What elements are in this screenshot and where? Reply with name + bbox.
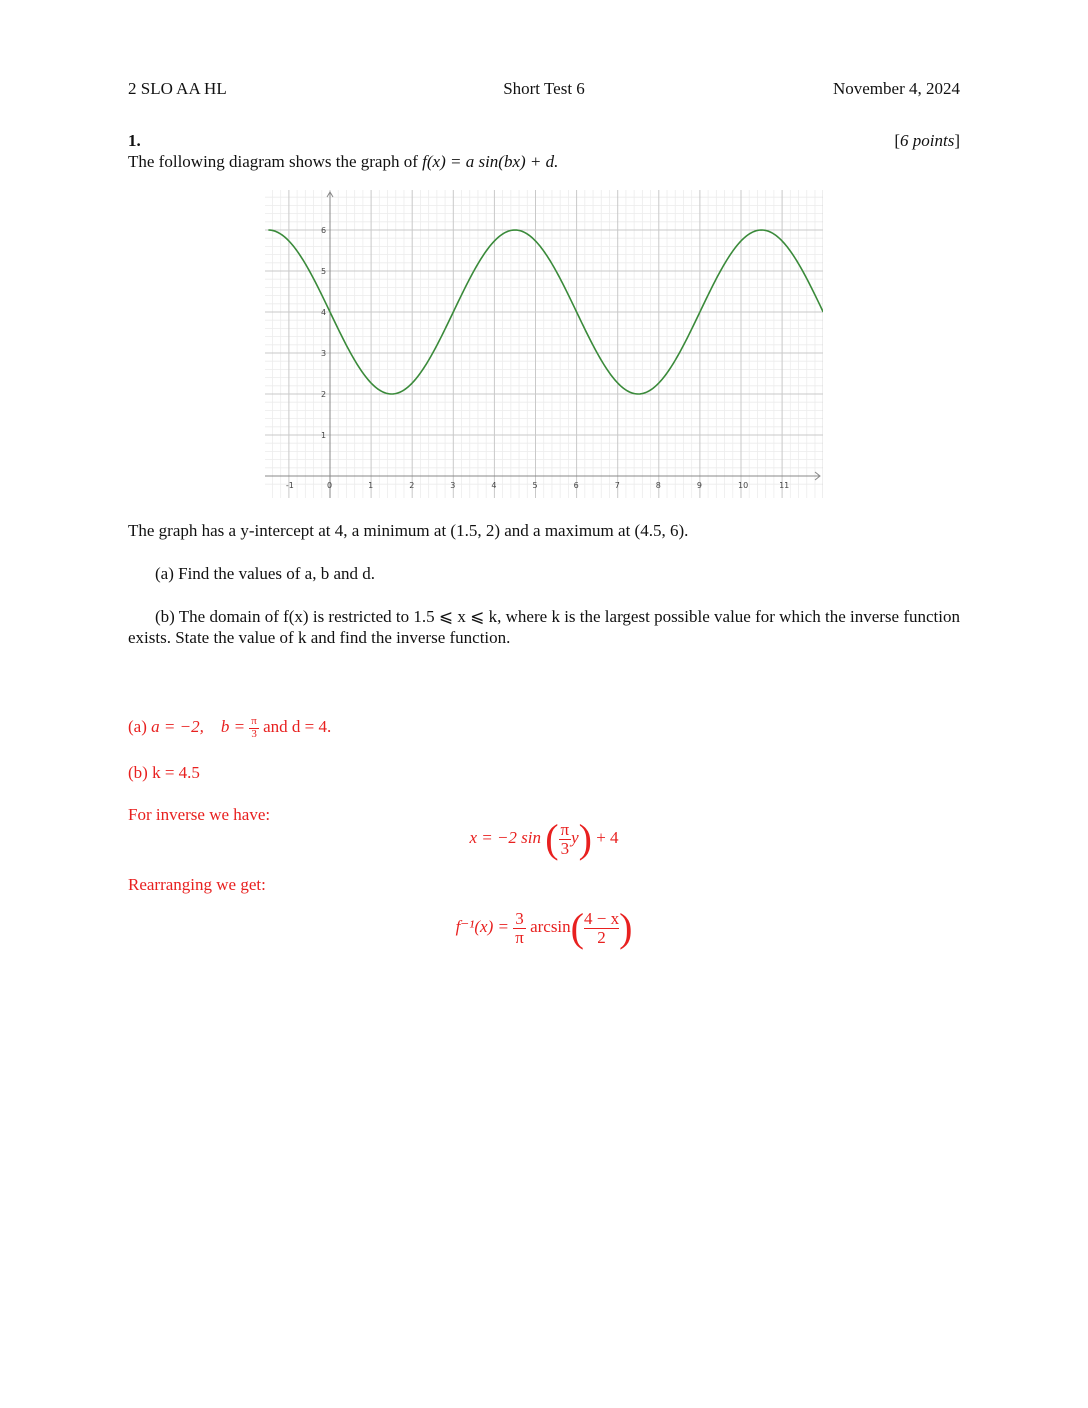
y-tick-label: 2: [321, 390, 327, 399]
x-tick-label: 7: [614, 481, 620, 490]
function-expression: f(x) = a sin(bx) + d.: [422, 152, 559, 171]
part-a: (a) Find the values of a, b and d.: [155, 564, 375, 583]
minor-grid: [265, 190, 823, 498]
course-label: 2 SLO AA HL: [128, 79, 227, 98]
y-tick-label: 1: [321, 431, 327, 440]
inverse-intro: For inverse we have:: [128, 805, 271, 824]
y-tick-label: 4: [321, 308, 327, 317]
sine-graph: [265, 190, 823, 498]
answer-b: (b) k = 4.5: [128, 763, 200, 782]
equation-1: x = −2 sin ( $\frac{\pi}{3}$ y) + 4: [469, 816, 619, 861]
rearrange-label: Rearranging we get:: [128, 875, 266, 894]
x-tick-label: 3: [450, 481, 456, 490]
x-tick-label: 11: [779, 481, 790, 490]
y-tick-label: 5: [321, 267, 327, 276]
equation-2: f⁻¹(x) = $\frac{3}{\pi}$ arcsin( $\frac{4 - x}{2}$ ): [455, 905, 633, 950]
x-tick-label: 9: [696, 481, 702, 490]
x-tick-label: 1: [368, 481, 374, 490]
tick-labels: [286, 226, 789, 490]
x-tick-label: 0: [327, 481, 333, 490]
part-b: (b) The domain of f(x) is restricted to 1.5 ⩽ x ⩽ k, where k is the largest possible value for which the inverse function exists. State the value of k and find the inverse function.: [128, 607, 960, 647]
x-tick-label: 5: [532, 481, 538, 490]
y-tick-label: 3: [321, 349, 327, 358]
x-tick-label: -1: [285, 481, 294, 490]
graph-info: The graph has a y-intercept at 4, a minimum at (1.5, 2) and a maximum at (4.5, 6).: [128, 521, 689, 540]
x-tick-label: 2: [409, 481, 415, 490]
question-number: 1.: [128, 131, 141, 150]
x-tick-label: 4: [491, 481, 497, 490]
question-intro: The following diagram shows the graph of f(x) = a sin(bx) + d.: [128, 152, 559, 171]
test-date: November 4, 2024: [832, 79, 960, 98]
x-tick-label: 8: [655, 481, 661, 490]
y-tick-label: 6: [321, 226, 327, 235]
test-title: Short Test 6: [503, 79, 585, 98]
x-tick-label: 6: [573, 481, 579, 490]
question-points: [6 points]: [894, 131, 960, 150]
x-tick-label: 10: [738, 481, 749, 490]
answer-a: (a) a = −2, b = $\frac{\pi}{3}$ and d = 4.: [128, 715, 332, 740]
